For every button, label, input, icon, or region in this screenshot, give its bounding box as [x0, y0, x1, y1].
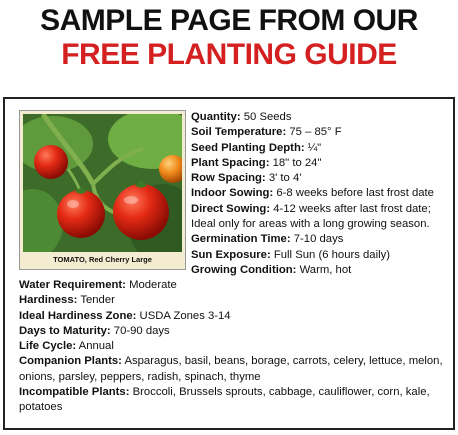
- specs-bottom-section: [19, 278, 453, 416]
- tomato-photo-frame: [19, 110, 186, 270]
- headline-sample-page: SAMPLE PAGE FROM OUR: [40, 4, 418, 37]
- spec-quantity: Quantity: 50 Seeds: [191, 111, 292, 123]
- spec-indoor-sowing: Indoor Sowing: 6-8 weeks before last frost date: [191, 187, 434, 200]
- specs-right-column: [191, 110, 455, 278]
- spec-companion-plants: Companion Plants: Asparagus, basil, beans, borage, carrots, celery, lettuce, melon, onions, parsley, peppers, radish, spinach, thyme: [19, 355, 443, 383]
- tomato-illustration: [23, 114, 182, 252]
- spec-life-cycle: Life Cycle: Annual: [19, 340, 114, 353]
- spec-seed-planting-depth: Seed Planting Depth: ¼": [191, 141, 322, 154]
- spec-plant-spacing: Plant Spacing: 18" to 24": [191, 156, 322, 169]
- spec-ideal-hardiness-zone: Ideal Hardiness Zone: USDA Zones 3-14: [19, 309, 231, 322]
- spec-germination-time: Germination Time: 7-10 days: [191, 233, 344, 246]
- spec-growing-condition: Growing Condition: Warm, hot: [191, 263, 352, 276]
- spec-direct-sowing: Direct Sowing: 4-12 weeks after last frost date; Ideal only for areas with a long growing season.: [191, 202, 431, 231]
- photo-caption: TOMATO, Red Cherry Large: [53, 255, 152, 264]
- spec-incompatible-plants: Incompatible Plants: Broccoli, Brussels sprouts, cabbage, cauliflower, corn, kale, potatoes: [19, 386, 430, 414]
- spec-soil-temperature: Soil Temperature: 75 – 85° F: [191, 126, 342, 139]
- tomato-photo: [23, 114, 182, 252]
- planting-guide-card: [3, 97, 455, 430]
- spec-water-requirement: Water Requirement: Moderate: [19, 279, 177, 291]
- headline-free-planting-guide: FREE PLANTING GUIDE: [61, 38, 397, 71]
- spec-hardiness: Hardiness: Tender: [19, 294, 115, 307]
- spec-row-spacing: Row Spacing: 3' to 4': [191, 172, 302, 185]
- spec-days-to-maturity: Days to Maturity: 70-90 days: [19, 324, 170, 337]
- spec-sun-exposure: Sun Exposure: Full Sun (6 hours daily): [191, 248, 391, 261]
